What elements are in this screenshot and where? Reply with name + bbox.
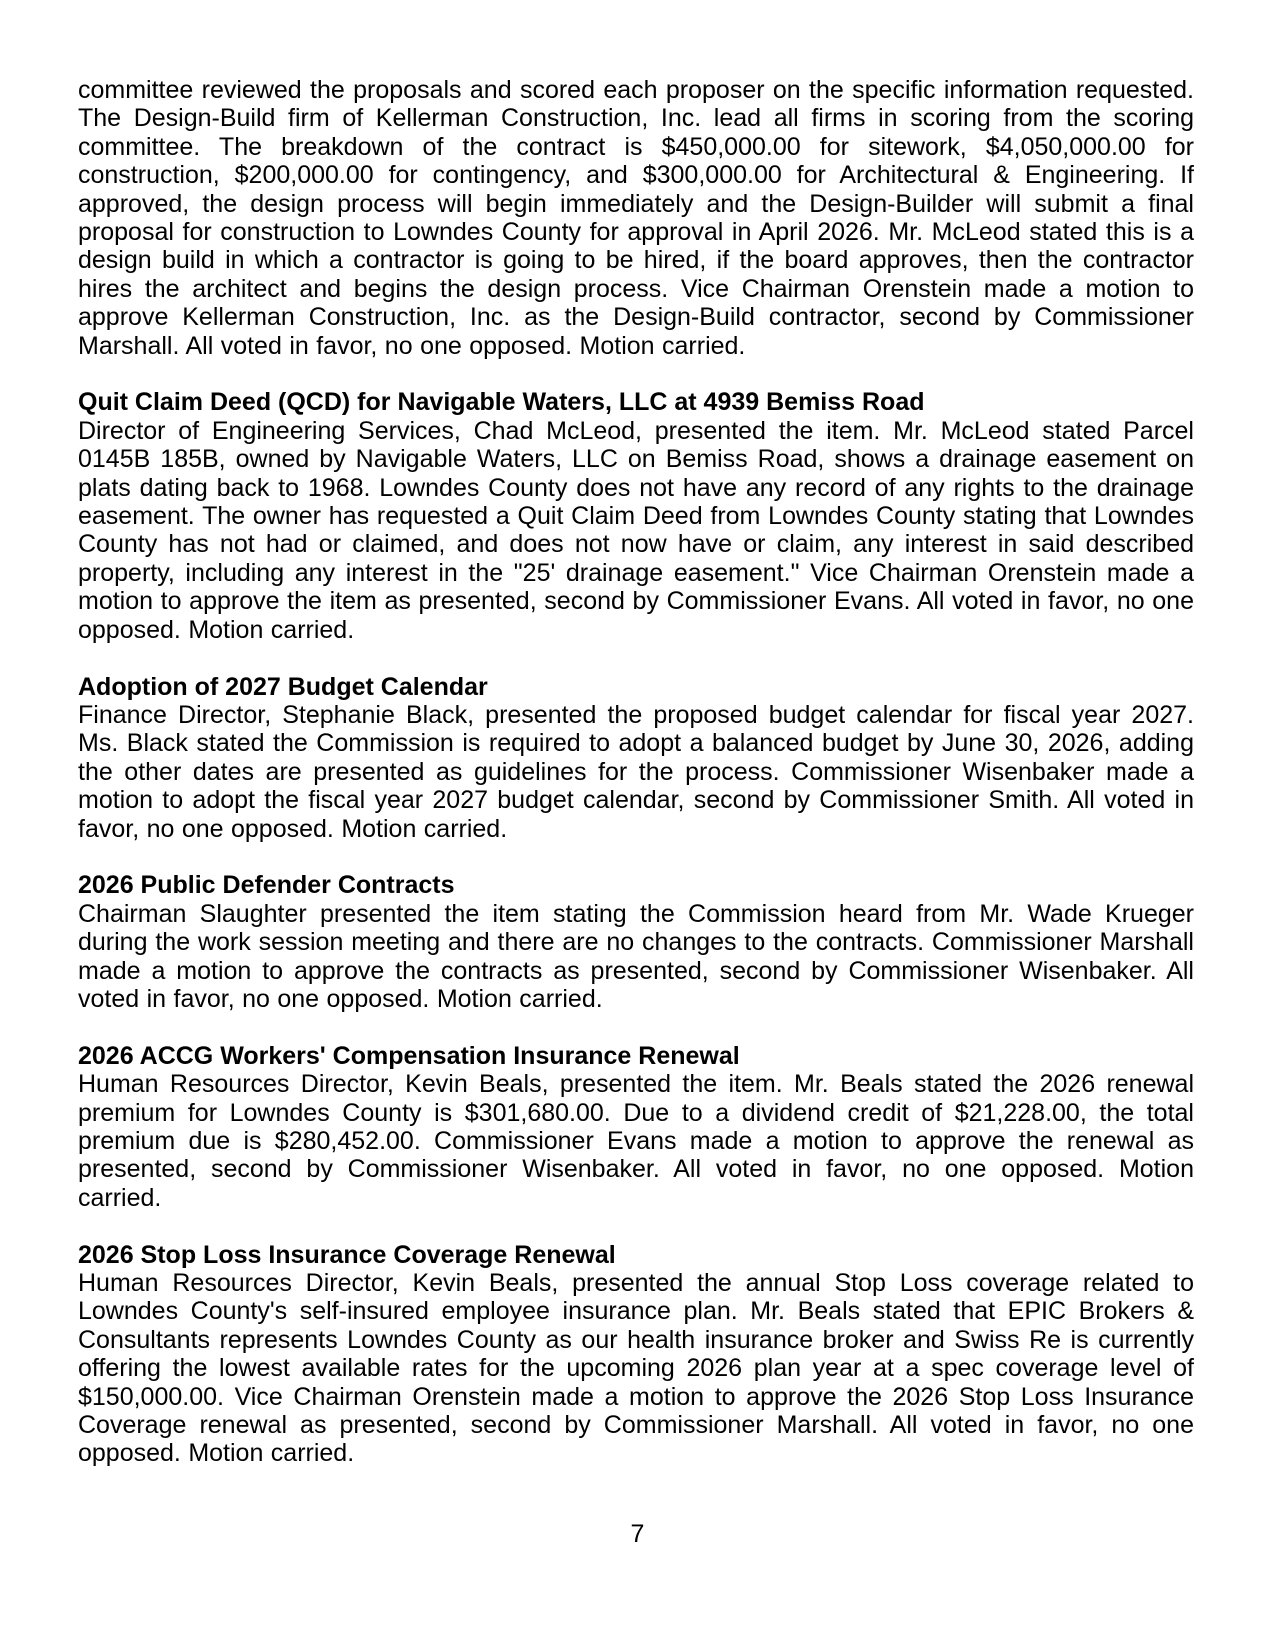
section-design-build-continuation (78, 76, 1194, 360)
section-public-defender-contracts (78, 871, 1194, 1013)
section-quit-claim-deed (78, 388, 1194, 644)
section-budget-calendar (78, 673, 1194, 843)
paragraph-budget-calendar: Finance Director, Stephanie Black, presented the proposed budget calendar for fiscal year 2027. Ms. Black stated the Commission is required to adopt a balanced budget by June 30, 2026, adding the other dates are presented as guidelines for the process. Commissioner Wisenbaker made a motion to adopt the fiscal year 2027 budget calendar, second by Commissioner Smith. All voted in favor, no one opposed. Motion carried. (78, 700, 1194, 843)
paragraph-stop-loss-renewal: Human Resources Director, Kevin Beals, presented the annual Stop Loss coverage related to Lowndes County's self-insured employee insurance plan. Mr. Beals stated that EPIC Brokers & Consultants represents Lowndes County as our health insurance broker and Swiss Re is currently offering the lowest available rates for the upcoming 2026 plan year at a spec coverage level of $150,000.00. Vice Chairman Orenstein made a motion to approve the 2026 Stop Loss Insurance Coverage renewal as presented, second by Commissioner Marshall. All voted in favor, no one opposed. Motion carried. (78, 1268, 1194, 1468)
heading-workers-comp-renewal: 2026 ACCG Workers' Compensation Insurance Renewal (78, 1041, 740, 1070)
paragraph-quit-claim-deed: Director of Engineering Services, Chad McLeod, presented the item. Mr. McLeod stated Parcel 0145B 185B, owned by Navigable Waters, LLC on Bemiss Road, shows a drainage easement on plats dating back to 1968. Lowndes County does not have any record of any rights to the drainage easement. The owner has requested a Quit Claim Deed from Lowndes County stating that Lowndes County has not had or claimed, and does not now have or claim, any interest in said described property, including any interest in the "25' drainage easement." Vice Chairman Orenstein made a motion to approve the item as presented, second by Commissioner Evans. All voted in favor, no one opposed. Motion carried. (78, 416, 1194, 644)
document-content (78, 76, 1194, 1468)
page-number: 7 (630, 1520, 645, 1548)
heading-stop-loss-renewal: 2026 Stop Loss Insurance Coverage Renewal (78, 1240, 616, 1269)
paragraph-public-defender-contracts: Chairman Slaughter presented the item stating the Commission heard from Mr. Wade Krueger during the work session meeting and there are no changes to the contracts. Commissioner Marshall made a motion to approve the contracts as presented, second by Commissioner Wisenbaker. All voted in favor, no one opposed. Motion carried. (78, 899, 1194, 1013)
section-stop-loss-renewal (78, 1241, 1194, 1468)
paragraph-workers-comp-renewal: Human Resources Director, Kevin Beals, presented the item. Mr. Beals stated the 2026 renewal premium for Lowndes County is $301,680.00. Due to a dividend credit of $21,228.00, the total premium due is $280,452.00. Commissioner Evans made a motion to approve the renewal as presented, second by Commissioner Wisenbaker. All voted in favor, no one opposed. Motion carried. (78, 1070, 1194, 1212)
section-workers-comp-renewal (78, 1042, 1194, 1212)
heading-public-defender-contracts: 2026 Public Defender Contracts (78, 871, 455, 900)
heading-budget-calendar: Adoption of 2027 Budget Calendar (78, 672, 488, 701)
heading-quit-claim-deed: Quit Claim Deed (QCD) for Navigable Waters, LLC at 4939 Bemiss Road (78, 388, 925, 417)
paragraph-design-build: committee reviewed the proposals and scored each proposer on the specific information requested. The Design-Build firm of Kellerman Construction, Inc. lead all firms in scoring from the scoring committee. The breakdown of the contract is $450,000.00 for sitework, $4,050,000.00 for construction, $200,000.00 for contingency, and $300,000.00 for Architectural & Engineering. If approved, the design process will begin immediately and the Design-Builder will submit a final proposal for construction to Lowndes County for approval in April 2026. Mr. McLeod stated this is a design build in which a contractor is going to be hired, if the board approves, then the contractor hires the architect and begins the design process. Vice Chairman Orenstein made a motion to approve Kellerman Construction, Inc. as the Design-Build contractor, second by Commissioner Marshall. All voted in favor, no one opposed. Motion carried. (78, 76, 1194, 360)
